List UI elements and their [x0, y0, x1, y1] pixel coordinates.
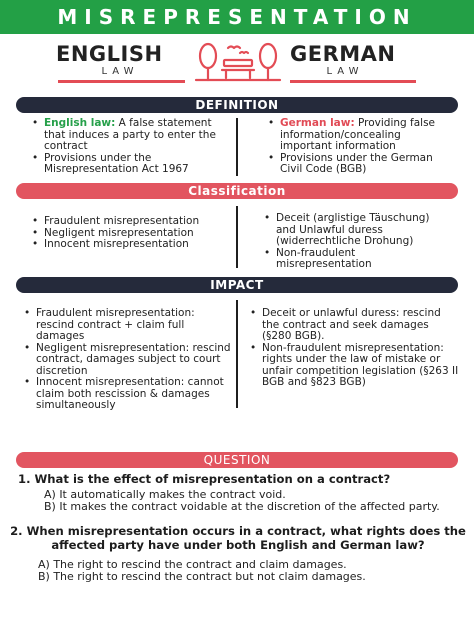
list-item: • Innocent misrepresentation [30, 239, 230, 251]
question-1-option-b: B) It makes the contract voidable at the discretion of the affected party. [44, 500, 440, 513]
list-item: • Provisions under the Misrepresentation Act 1967 [30, 153, 228, 176]
list-item: • German law: Providing false information/concealing important information [266, 118, 452, 153]
trees-and-bench-icon [194, 40, 282, 84]
list-item: • English law: A false statement that induces a party to enter the contract [30, 118, 228, 153]
list-item: • Fraudulent misrepresentation [30, 216, 230, 228]
impact-divider [236, 300, 238, 408]
german-underline [290, 80, 416, 83]
question-2-option-a: A) The right to rescind the contract and claim damages. [38, 558, 347, 571]
impact-english-list [22, 308, 232, 412]
classification-pill: Classification [16, 183, 458, 199]
question-1-option-a: A) It automatically makes the contract void. [44, 488, 286, 501]
classification-german-list [262, 213, 442, 271]
english-law-subtitle: LAW [101, 66, 139, 77]
german-law-title: GERMAN [290, 42, 396, 66]
impact-pill: IMPACT [16, 277, 458, 293]
impact-german-list [248, 308, 460, 389]
list-item: • Fraudulent misrepresentation: rescind contract + claim full damages [22, 308, 232, 343]
english-law-title: ENGLISH [56, 42, 163, 66]
definition-divider [236, 118, 238, 176]
page-title: MISREPRESENTATION [0, 0, 474, 34]
classification-divider [236, 206, 238, 268]
definition-german-list [266, 118, 452, 176]
question-pill: QUESTION [16, 452, 458, 468]
list-item: • Non-fraudulent misrepresentation: rights under the law of mistake or unfair competition legislation (§263 II BGB and §823 BGB) [248, 343, 460, 389]
german-law-subtitle: LAW [326, 66, 364, 77]
list-item: • Non-fraudulent misrepresentation [262, 248, 442, 271]
list-item: • Negligent misrepresentation: rescind contract, damages subject to court discretion [22, 343, 232, 378]
list-item: • Deceit (arglistige Täuschung) and Unlawful duress (widerrechtliche Drohung) [262, 213, 442, 248]
list-item: • Provisions under the German Civil Code (BGB) [266, 153, 452, 176]
classification-english-list [30, 216, 230, 251]
question-2-option-b: B) The right to rescind the contract but not claim damages. [38, 570, 366, 583]
list-item: • Deceit or unlawful duress: rescind the contract and seek damages (§280 BGB). [248, 308, 460, 343]
english-underline [58, 80, 185, 83]
list-item: • Negligent misrepresentation [30, 228, 230, 240]
definition-pill: DEFINITION [16, 97, 458, 113]
question-2: 2. When misrepresentation occurs in a contract, what rights does the affected party have under both English and German law? [10, 524, 466, 552]
list-item: • Innocent misrepresentation: cannot claim both rescission & damages simultaneously [22, 377, 232, 412]
question-1: 1. What is the effect of misrepresentation on a contract? [18, 472, 391, 486]
definition-english-list [30, 118, 228, 176]
